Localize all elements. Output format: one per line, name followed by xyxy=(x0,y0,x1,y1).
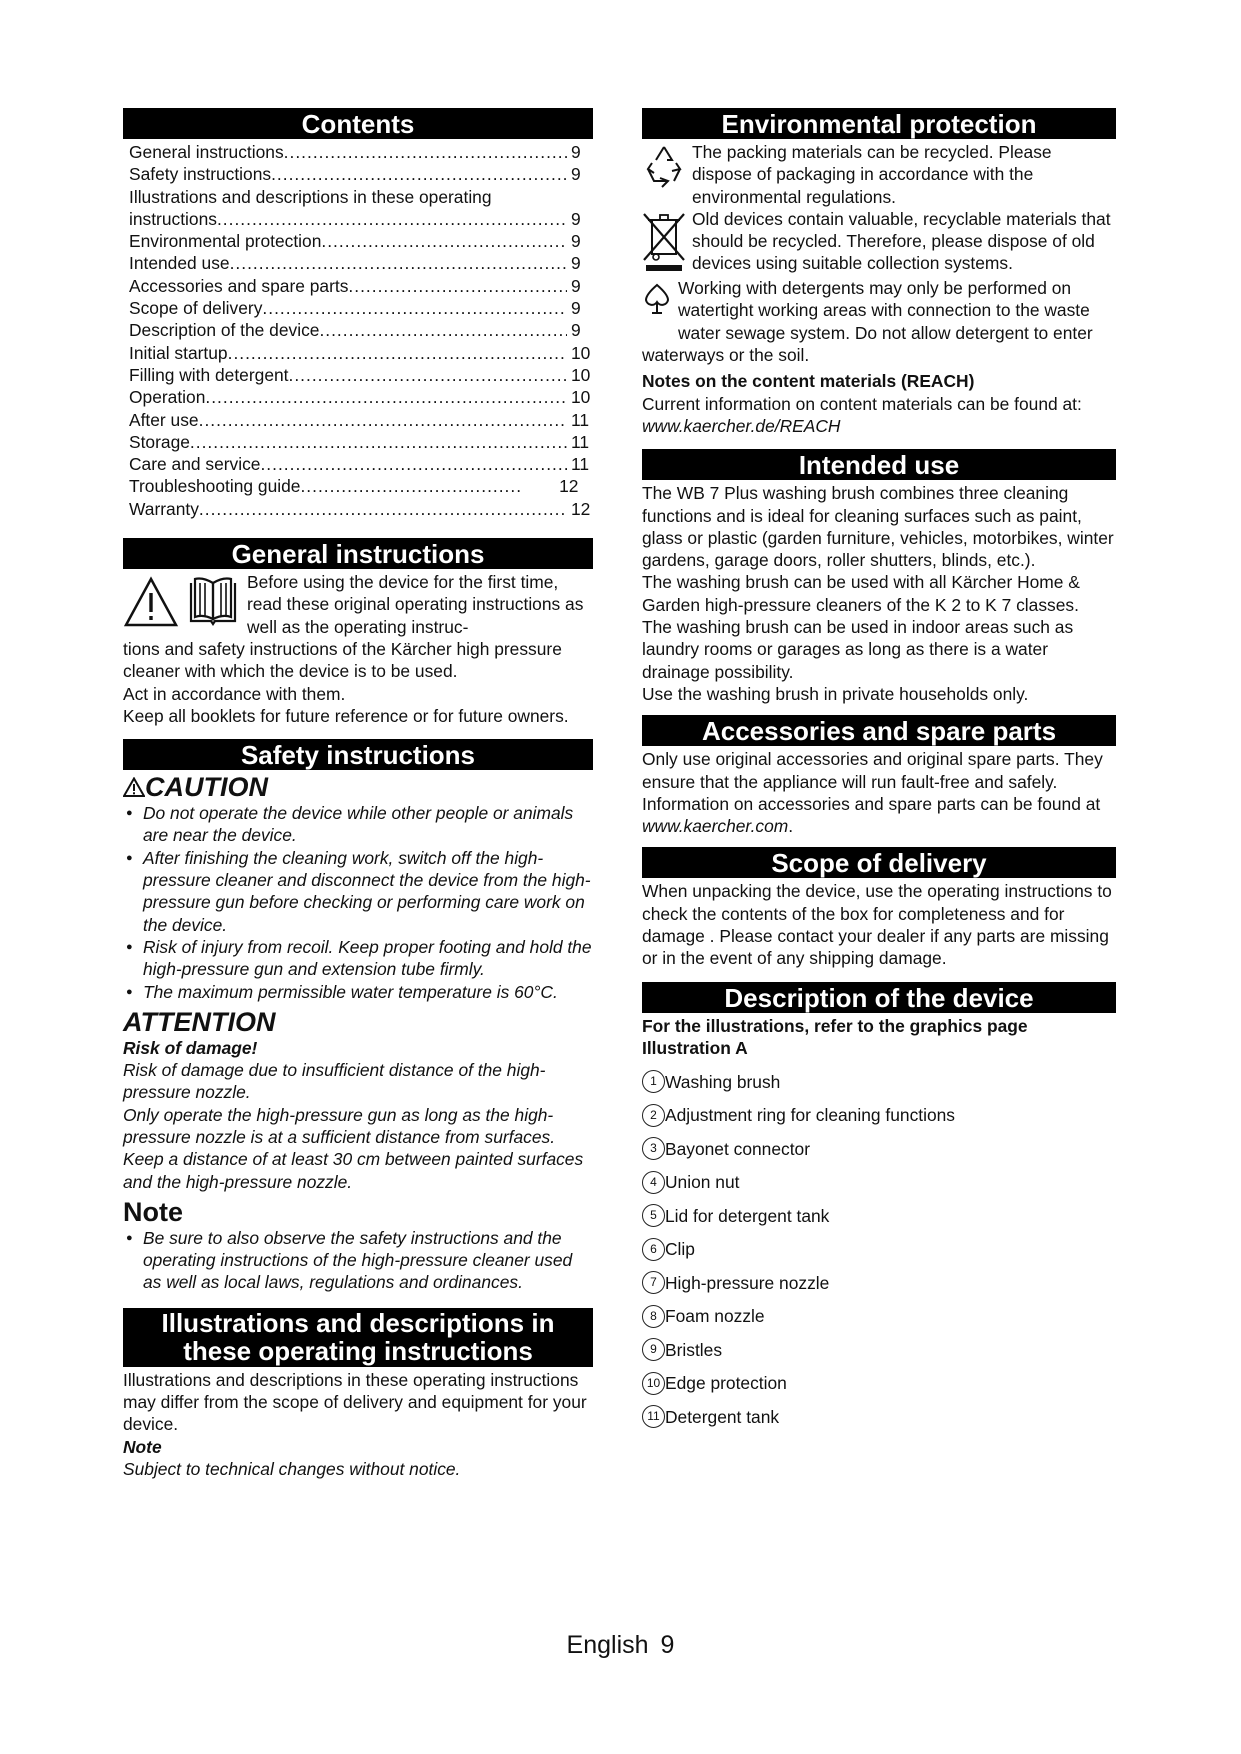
device-description-title: Description of the device xyxy=(642,982,1116,1013)
list-item: 11 Detergent tank xyxy=(642,1400,1116,1434)
accessories-info: Information on accessories and spare parts can be found at www.kaercher.com. xyxy=(642,793,1101,837)
illustrations-note-text: Subject to technical changes without notice. xyxy=(123,1458,461,1479)
parts-list xyxy=(642,1065,1116,1434)
list-item: 9 Bristles xyxy=(642,1333,1116,1367)
toc-entry[interactable]: Intended use ..... 9 xyxy=(129,252,593,274)
water-protection-icon xyxy=(642,281,672,322)
item-number-badge: 1 xyxy=(642,1070,665,1093)
toc-entry[interactable]: Environmental protection ..... 9 xyxy=(129,230,593,252)
safety-instructions-title: Safety instructions xyxy=(123,739,593,770)
attention-text: Risk of damage due to insufficient distance of the high-pressure nozzle. xyxy=(123,1060,546,1103)
illustrations-section xyxy=(123,1308,593,1480)
general-instructions-section xyxy=(123,538,593,727)
item-number-badge: 10 xyxy=(642,1372,665,1395)
list-item: 10 Edge protection xyxy=(642,1367,1116,1401)
scope-of-delivery-text: When unpacking the device, use the operating instructions to check the contents of the box for completeness and for damage . Please contact your dealer if any parts are missing or in the event of any shipping damage. xyxy=(642,881,1112,969)
toc-entry[interactable]: Warranty ..... 12 xyxy=(129,498,593,520)
left-column xyxy=(123,108,593,1490)
recycling-text: The packing materials can be recycled. Please dispose of packaging in accordance with the environmental regulations. xyxy=(692,142,1052,207)
accessories-link[interactable]: www.kaercher.com xyxy=(642,816,789,837)
toc-entry[interactable]: Description of the device ..... 9 xyxy=(129,319,593,341)
item-number-badge: 9 xyxy=(642,1338,665,1361)
list-item: 7 High-pressure nozzle xyxy=(642,1266,1116,1300)
list-item: 5 Lid for detergent tank xyxy=(642,1199,1116,1233)
accessories-section xyxy=(642,715,1116,837)
page-footer xyxy=(0,1630,1241,1660)
illustrations-text: Illustrations and descriptions in these operating instructions may differ from the scope of delivery and equipment for your device. xyxy=(123,1369,587,1435)
accessories-text: Only use original accessories and original spare parts. They ensure that the appliance will run fault-free and safely. xyxy=(642,749,1103,792)
attention-subheading: Risk of damage! xyxy=(123,1037,258,1058)
item-number-badge: 8 xyxy=(642,1305,665,1328)
toc-entry[interactable]: Troubleshooting guide ..... 12 xyxy=(129,475,593,497)
toc-entry[interactable]: Scope of delivery ..... 9 xyxy=(129,297,593,319)
general-instructions-text: tions and safety instructions of the Kärcher high pressure cleaner with which the device is to be used. xyxy=(123,638,562,682)
toc-entry[interactable]: After use ..... 11 xyxy=(129,409,593,431)
list-item: 8 Foam nozzle xyxy=(642,1300,1116,1334)
item-number-badge: 11 xyxy=(642,1405,665,1428)
item-number-badge: 6 xyxy=(642,1238,665,1261)
general-instructions-title: General instructions xyxy=(123,538,593,569)
attention-text: Only operate the high-pressure gun as long as the high-pressure nozzle is at a sufficient distance from surfaces. xyxy=(123,1104,556,1147)
manual-book-icon xyxy=(185,575,241,632)
list-item: ● The maximum permissible water temperature is 60°C. xyxy=(123,981,593,1003)
attention-text: Keep a distance of at least 30 cm between painted surfaces and the high-pressure nozzle. xyxy=(123,1149,584,1192)
reach-text: Current information on content materials can be found at: www.kaercher.de/REACH xyxy=(642,393,1082,436)
contents-section xyxy=(123,108,593,520)
toc-entry[interactable]: Initial startup ..... 10 xyxy=(129,342,593,364)
toc-entry[interactable]: Care and service ..... 11 xyxy=(129,453,593,475)
list-item: ● Be sure to also observe the safety instructions and the operating instructions of the high-pressure cleaner used as well as local laws, regulations and ordinances. xyxy=(123,1227,593,1294)
scope-of-delivery-section xyxy=(642,847,1116,969)
intended-use-text: The washing brush can be used in indoor areas such as laundry rooms or garages as long as there is a water drainage possibility. xyxy=(642,617,1074,682)
note-heading: Note xyxy=(123,1196,183,1227)
intended-use-text: The WB 7 Plus washing brush combines three cleaning functions and is ideal for cleaning surfaces such as paint, glass or plastic (garden furniture, vehicles, motorbikes, winter gardens, garage doors, roller shutters, blinds, etc.). xyxy=(642,483,1114,571)
toc-entry[interactable]: instructions ..... 9 xyxy=(129,208,593,230)
item-number-badge: 2 xyxy=(642,1104,665,1127)
illustrations-note-label: Note xyxy=(123,1436,162,1457)
device-description-subheading: Illustration A xyxy=(642,1037,748,1058)
list-item: 2 Adjustment ring for cleaning functions xyxy=(642,1099,1116,1133)
safety-instructions-section xyxy=(123,739,593,1294)
toc-entry[interactable]: Operation ..... 10 xyxy=(129,386,593,408)
intended-use-text: Use the washing brush in private households only. xyxy=(642,683,1029,704)
intended-use-text: The washing brush can be used with all Kärcher Home & Garden high-pressure cleaners of the K 2 to K 7 classes. xyxy=(642,572,1080,615)
item-number-badge: 7 xyxy=(642,1271,665,1294)
general-instructions-text: Act in accordance with them. xyxy=(123,683,346,704)
warning-triangle-icon xyxy=(123,575,179,636)
list-item: 1 Washing brush xyxy=(642,1065,1116,1099)
attention-heading: ATTENTION xyxy=(123,1006,276,1037)
toc-entry[interactable]: Accessories and spare parts ..... 9 xyxy=(129,275,593,297)
illustrations-title: Illustrations and descriptions in these operating instructions xyxy=(123,1308,593,1367)
footer-page-number: 9 xyxy=(660,1631,675,1659)
table-of-contents xyxy=(129,141,593,520)
toc-entry[interactable]: Storage ..... 11 xyxy=(129,431,593,453)
right-column xyxy=(642,108,1116,1444)
environmental-protection-title: Environmental protection xyxy=(642,108,1116,139)
caution-list xyxy=(123,802,593,1003)
device-description-section xyxy=(642,982,1116,1434)
item-number-badge: 4 xyxy=(642,1171,665,1194)
toc-entry[interactable]: Safety instructions ..... 9 xyxy=(129,163,593,185)
list-item: ● After finishing the cleaning work, switch off the high-pressure cleaner and disconnect the device from the high-pressure gun before checking or performing care work on the device. xyxy=(123,847,593,936)
reach-link[interactable]: www.kaercher.de/REACH xyxy=(642,415,841,436)
toc-entry[interactable]: General instructions ..... 9 xyxy=(129,141,593,163)
caution-triangle-icon xyxy=(123,777,145,797)
footer-language: English xyxy=(566,1631,649,1659)
item-number-badge: 3 xyxy=(642,1137,665,1160)
list-item: ● Do not operate the device while other people or animals are near the device. xyxy=(123,802,593,847)
caution-heading: CAUTION xyxy=(123,772,593,802)
item-number-badge: 5 xyxy=(642,1204,665,1227)
list-item: 4 Union nut xyxy=(642,1166,1116,1200)
general-instructions-intro: Before using the device for the first time, read these original operating instructions as well as the operating instruc- xyxy=(247,572,584,637)
environmental-protection-section xyxy=(642,108,1116,437)
toc-entry[interactable]: Filling with detergent ..... 10 xyxy=(129,364,593,386)
device-description-subheading: For the illustrations, refer to the graphics page xyxy=(642,1015,1028,1036)
recycling-icon xyxy=(642,143,686,194)
list-item: 6 Clip xyxy=(642,1233,1116,1267)
accessories-title: Accessories and spare parts xyxy=(642,715,1116,746)
scope-of-delivery-title: Scope of delivery xyxy=(642,847,1116,878)
list-item: 3 Bayonet connector xyxy=(642,1132,1116,1166)
intended-use-section xyxy=(642,449,1116,705)
intended-use-title: Intended use xyxy=(642,449,1116,480)
reach-heading: Notes on the content materials (REACH) xyxy=(642,371,975,392)
general-instructions-text: Keep all booklets for future reference or for future owners. xyxy=(123,705,569,726)
weee-text: Old devices contain valuable, recyclable materials that should be recycled. Therefore, please dispose of old devices using suitable collection systems. xyxy=(692,208,1111,274)
water-protection-text: Working with detergents may only be performed on watertight working areas with connection to the waste water sewage system. Do not allow detergent to enter waterways or the soil. xyxy=(642,278,1093,366)
toc-entry[interactable]: Illustrations and descriptions in these operating xyxy=(129,186,492,207)
note-list xyxy=(123,1227,593,1294)
list-item: ● Risk of injury from recoil. Keep proper footing and hold the high-pressure gun and extension tube firmly. xyxy=(123,936,593,981)
contents-title: Contents xyxy=(123,108,593,139)
weee-bin-icon xyxy=(642,210,686,277)
